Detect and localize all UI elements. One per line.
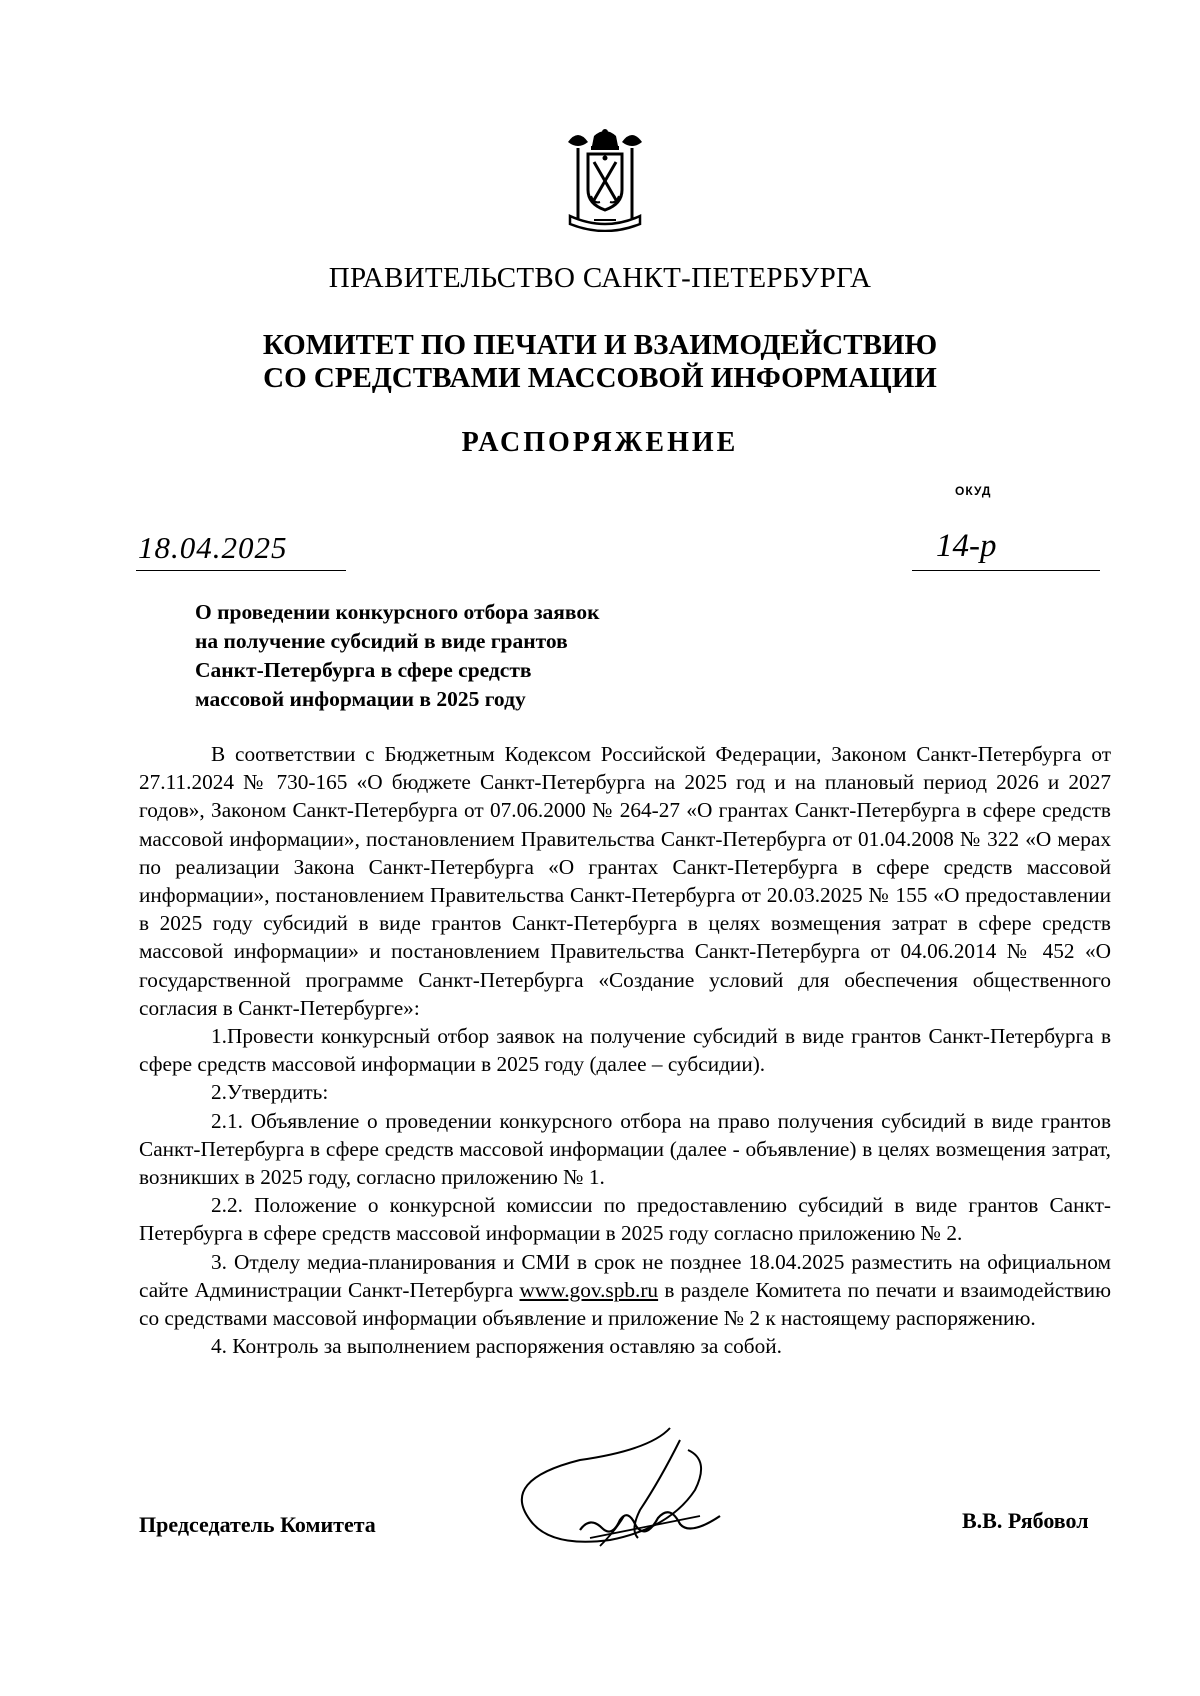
item-2-1: 2.1. Объявление о проведении конкурсного отбора на право получения субсидий в виде грантов Санкт-Петербурга в сфере средств массовой информации (далее - объявление) в целях возмещения затрат, возникших в 2025 году, согласно приложению № 1.: [139, 1108, 1111, 1190]
item-1: 1.Провести конкурсный отбор заявок на получение субсидий в виде грантов Санкт-Петербурга в сфере средств массовой информации в 2025 году (далее – субсидии).: [139, 1024, 1111, 1077]
handwritten-date: 18.04.2025: [138, 530, 288, 565]
item-2: 2.Утвердить:: [211, 1080, 329, 1105]
item-3-text-before: 3. Отделу медиа-планирования и СМИ в срок не позднее 18.04.2025 разместить на официальном сайте Администрации Санкт-Петербурга: [139, 1249, 1111, 1302]
government-name: ПРАВИТЕЛЬСТВО САНКТ-ПЕТЕРБУРГА: [328, 262, 872, 294]
handwritten-signature: [520, 1420, 770, 1570]
okud-label: ОКУД: [955, 484, 992, 498]
handwritten-number: 14-р: [936, 528, 997, 564]
document-body: [139, 740, 1111, 1360]
number-field: [912, 528, 1100, 571]
item-4: 4. Контроль за выполнением распоряжения оставляю за собой.: [211, 1334, 783, 1359]
item-2-2: 2.2. Положение о конкурсной комиссии по предоставлению субсидий в виде грантов Санкт-Петербурга в сфере средств массовой информации в 2025 году согласно приложению № 2.: [139, 1193, 1111, 1246]
committee-line-1: КОМИТЕТ ПО ПЕЧАТИ И ВЗАИМОДЕЙСТВИЮ: [262, 329, 938, 361]
subject-line-3: Санкт-Петербурга в сфере средств: [195, 658, 532, 682]
preamble-paragraph: В соответствии с Бюджетным Кодексом Российской Федерации, Законом Санкт-Петербурга от 27.11.2024 № 730-165 «О бюджете Санкт-Петербурга на 2025 год и на плановый период 2026 и 2027 годов», Законом Санкт-Петербурга от 07.06.2000 № 264-27 «О грантах Санкт-Петербурга в сфере средств массовой информации», постановлением Правительства Санкт-Петербурга от 01.04.2008 № 322 «О мерах по реализации Закона Санкт-Петербурга «О грантах Санкт-Петербурга в сфере средств массовой информации», постановлением Правительства Санкт-Петербурга от 20.03.2025 № 155 «О предоставлении в 2025 году субсидий в виде грантов Санкт-Петербурга в целях возмещения затрат в сфере средств массовой информации» и постановлением Правительства Санкт-Петербурга от 04.06.2014 № 452 «О государственной программе Санкт-Петербурга «Создание условий для обеспечения общественного согласия в Санкт-Петербурге»:: [139, 742, 1111, 1020]
date-field: [136, 528, 346, 571]
subject-line-1: О проведении конкурсного отбора заявок: [195, 600, 600, 624]
signatory-title: Председатель Комитета: [139, 1512, 376, 1537]
subject-line-2: на получение субсидий в виде грантов: [195, 629, 568, 653]
gov-website-link[interactable]: www.gov.spb.ru: [519, 1277, 659, 1302]
document-subject: [195, 598, 600, 714]
committee-name: [0, 329, 1200, 395]
coat-of-arms-emblem: [564, 128, 646, 232]
item-3-text-after: в разделе Комитета по печати и взаимодействию со средствами массовой информации объявление и приложение № 2 к настоящему распоряжению.: [139, 1277, 1111, 1331]
committee-line-2: СО СРЕДСТВАМИ МАССОВОЙ ИНФОРМАЦИИ: [263, 362, 937, 394]
item-3: [139, 1248, 1111, 1333]
signatory-name: В.В. Рябовол: [962, 1508, 1089, 1533]
subject-line-4: массовой информации в 2025 году: [195, 687, 526, 711]
document-type: РАСПОРЯЖЕНИЕ: [461, 427, 739, 458]
